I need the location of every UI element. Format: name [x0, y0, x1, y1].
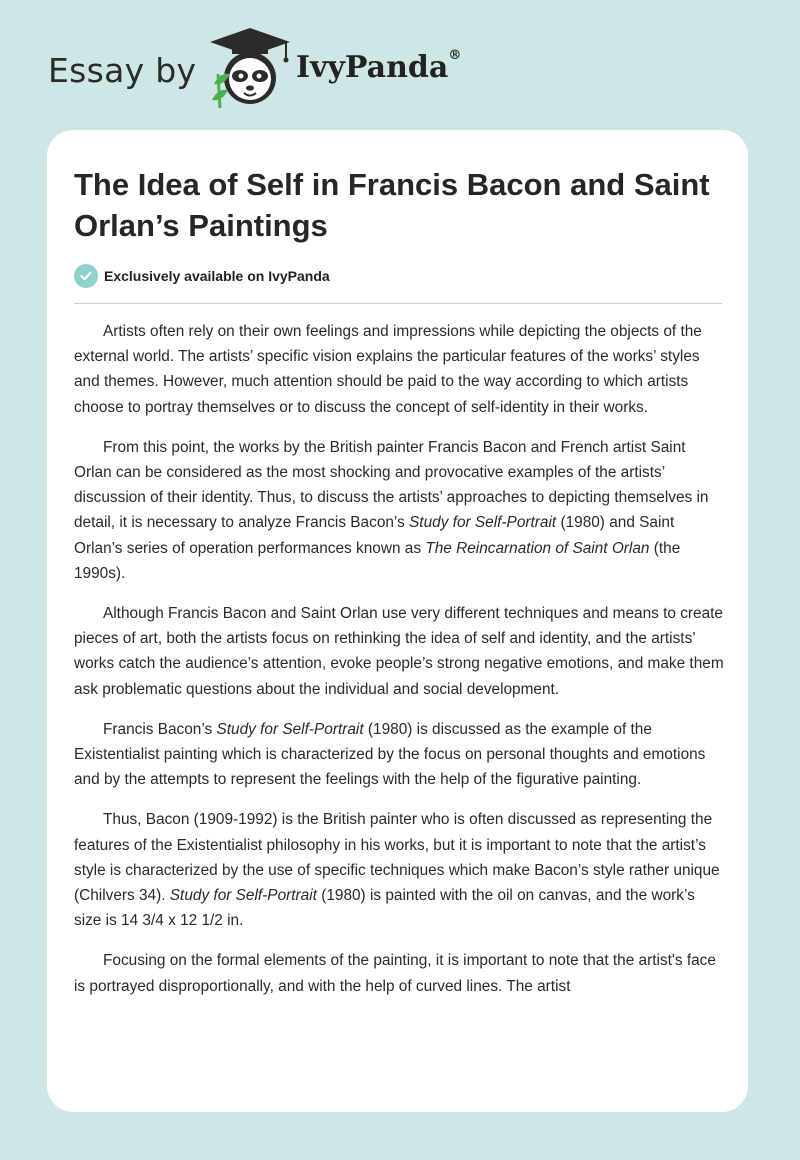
essay-by-label: Essay by [48, 50, 197, 90]
essay-body [74, 319, 724, 1014]
registered-mark: ® [448, 48, 462, 63]
paragraph-5: Thus, Bacon (1909-1992) is the British painter who is often discussed as representing the features of the Existentialist philosophy in his works, but it is important to note that the artist’s style is characterized by the use of specific techniques which make Bacon’s style rather unique (Chilvers 34). Study for Self-Portrait (1980) is painted with the oil on canvas, and the work’s size is 14 3/4 x 12 1/2 in. [74, 811, 720, 930]
page-title: The Idea of Self in Francis Bacon and Saint Orlan’s Paintings [74, 167, 710, 243]
paragraph-1: Artists often rely on their own feelings and impressions while depicting the objects of the external world. The artists’ specific vision explains the particular features of the works’ styles and themes. However, much attention should be paid to the way according to which artists choose to portray themselves or to discuss the concept of self-identity in their works. [74, 323, 702, 416]
exclusive-badge-text: Exclusively available on IvyPanda [104, 268, 330, 284]
paragraph-4: Francis Bacon’s Study for Self-Portrait (1980) is discussed as the example of the Existentialist painting which is characterized by the focus on personal thoughts and emotions and by the attempts to represent the feelings with the help of the figurative painting. [74, 720, 706, 789]
site-header [48, 30, 462, 110]
paragraph-2: From this point, the works by the British painter Francis Bacon and French artist Saint Orlan can be considered as the most shocking and provocative examples of the artists’ discussion of their identity. Thus, to discuss the artists’ approaches to depicting themselves in detail, it is necessary to analyze Francis Bacon’s Study for Self-Portrait (1980) and Saint Orlan’s series of operation performances known as The Reincarnation of Saint Orlan (the 1990s). [74, 438, 709, 582]
essay-card [47, 130, 748, 1112]
check-circle-icon [74, 264, 98, 288]
divider [74, 303, 722, 304]
panda-logo-icon[interactable] [204, 24, 296, 110]
italic-title: Study for Self-Portrait [409, 514, 557, 532]
exclusive-badge [74, 264, 330, 288]
italic-title: The Reincarnation of Saint Orlan [425, 539, 650, 557]
italic-title: Study for Self-Portrait [216, 720, 364, 738]
brand-name[interactable]: IvyPanda® [296, 48, 462, 85]
paragraph-6: Focusing on the formal elements of the painting, it is important to note that the artist's face is portrayed disproportionally, and with the help of curved lines. The artist [74, 952, 716, 995]
paragraph-3: Although Francis Bacon and Saint Orlan use very different techniques and means to create pieces of art, both the artists focus on rethinking the idea of self and identity, and the artists’ works catch the audience’s attention, evoke people’s strong negative emotions, and make them ask problematic questions about the individual and social development. [74, 605, 724, 698]
italic-title: Study for Self-Portrait [169, 887, 317, 905]
